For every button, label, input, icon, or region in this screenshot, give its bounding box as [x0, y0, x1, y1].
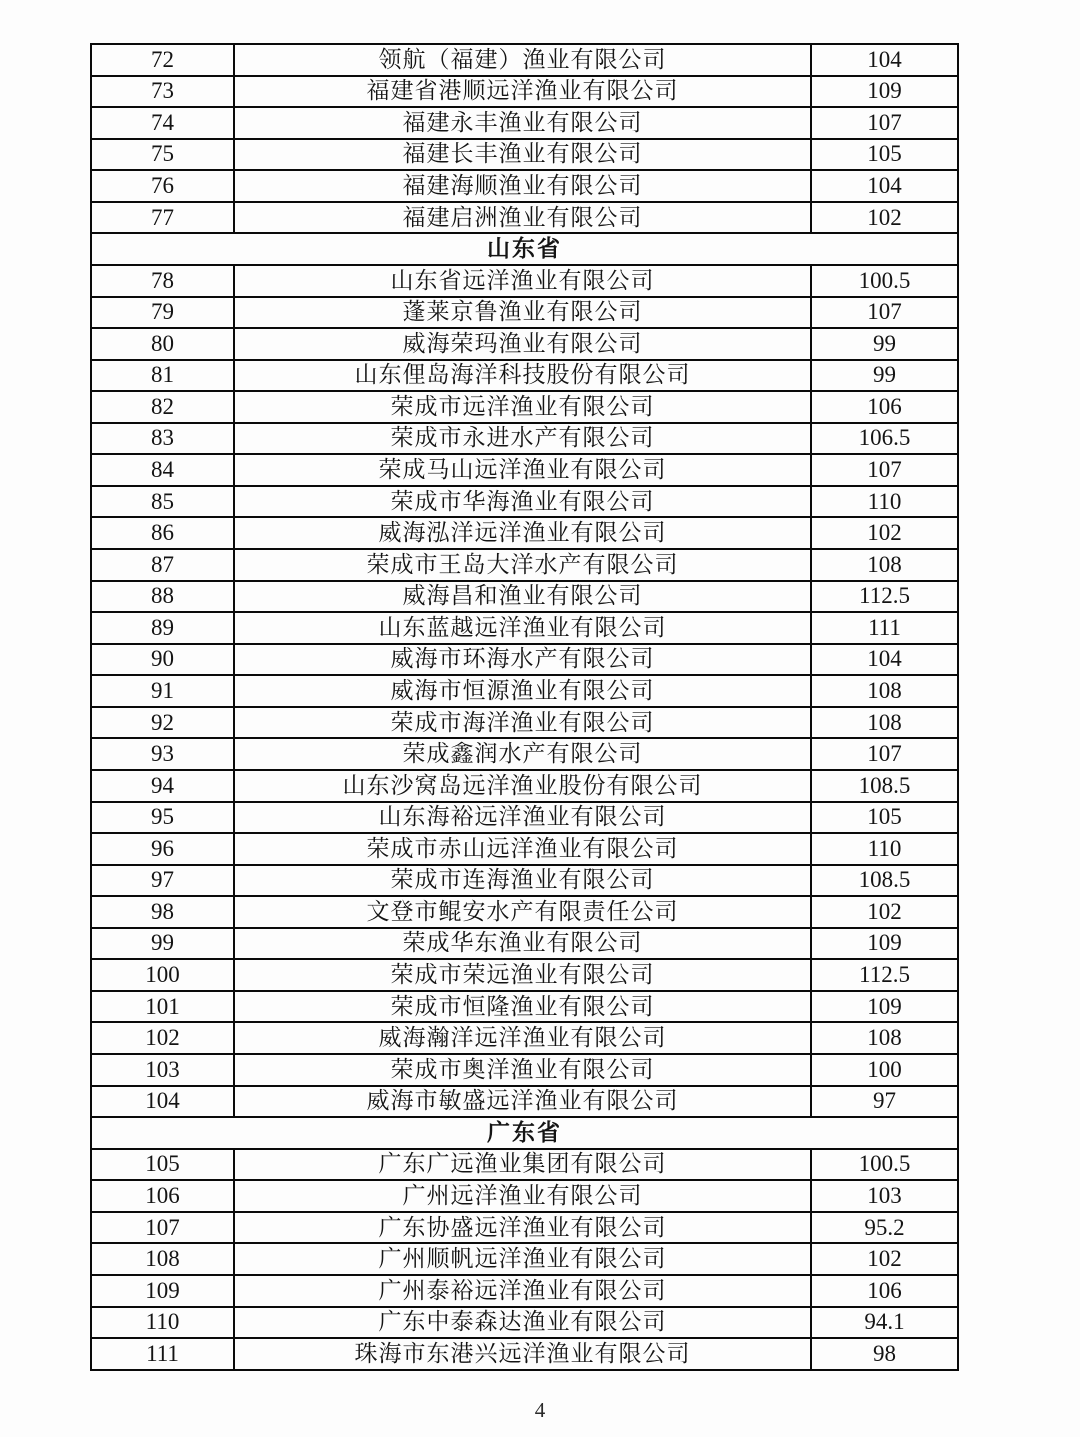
company-name: 珠海市东港兴远洋渔业有限公司 [234, 1338, 811, 1370]
company-name: 荣成市永进水产有限公司 [234, 423, 811, 455]
row-number: 91 [91, 675, 234, 707]
score-value: 100 [811, 1054, 958, 1086]
row-number: 104 [91, 1086, 234, 1118]
table-row [91, 517, 958, 549]
table-row [91, 170, 958, 202]
score-value: 106 [811, 1275, 958, 1307]
table-row [91, 959, 958, 991]
score-value: 109 [811, 991, 958, 1023]
score-value: 104 [811, 170, 958, 202]
company-name: 蓬莱京鲁渔业有限公司 [234, 297, 811, 329]
row-number: 102 [91, 1022, 234, 1054]
company-name: 威海市环海水产有限公司 [234, 644, 811, 676]
company-name: 威海昌和渔业有限公司 [234, 581, 811, 613]
row-number: 87 [91, 549, 234, 581]
score-value: 99 [811, 328, 958, 360]
province-header: 广东省 [91, 1117, 958, 1149]
table-row [91, 707, 958, 739]
table-row [91, 297, 958, 329]
table-row [91, 265, 958, 297]
row-number: 109 [91, 1275, 234, 1307]
row-number: 101 [91, 991, 234, 1023]
company-name: 广东中泰森达渔业有限公司 [234, 1307, 811, 1339]
score-value: 110 [811, 833, 958, 865]
company-name: 山东海裕远洋渔业有限公司 [234, 802, 811, 834]
score-value: 95.2 [811, 1212, 958, 1244]
table-row [91, 770, 958, 802]
score-value: 112.5 [811, 959, 958, 991]
score-value: 94.1 [811, 1307, 958, 1339]
table-row [91, 76, 958, 108]
row-number: 96 [91, 833, 234, 865]
score-value: 104 [811, 44, 958, 76]
score-value: 108.5 [811, 770, 958, 802]
score-value: 100.5 [811, 1149, 958, 1181]
row-number: 79 [91, 297, 234, 329]
rating-table-body [91, 44, 958, 1370]
row-number: 97 [91, 865, 234, 897]
table-row [91, 896, 958, 928]
company-name: 威海市敏盛远洋渔业有限公司 [234, 1086, 811, 1118]
score-value: 106 [811, 391, 958, 423]
row-number: 106 [91, 1180, 234, 1212]
row-number: 98 [91, 896, 234, 928]
table-row [91, 423, 958, 455]
row-number: 110 [91, 1307, 234, 1339]
company-name: 荣成市赤山远洋渔业有限公司 [234, 833, 811, 865]
score-value: 102 [811, 517, 958, 549]
table-row [91, 802, 958, 834]
score-value: 109 [811, 928, 958, 960]
company-name: 荣成市荣远渔业有限公司 [234, 959, 811, 991]
company-name: 威海泓洋远洋渔业有限公司 [234, 517, 811, 549]
company-name: 荣成市连海渔业有限公司 [234, 865, 811, 897]
table-row [91, 865, 958, 897]
score-value: 105 [811, 802, 958, 834]
score-value: 109 [811, 76, 958, 108]
score-value: 108 [811, 675, 958, 707]
row-number: 81 [91, 360, 234, 392]
row-number: 108 [91, 1243, 234, 1275]
row-number: 99 [91, 928, 234, 960]
table-row [91, 44, 958, 76]
company-name: 山东沙窝岛远洋渔业股份有限公司 [234, 770, 811, 802]
row-number: 107 [91, 1212, 234, 1244]
company-name: 福建启洲渔业有限公司 [234, 202, 811, 234]
table-row [91, 675, 958, 707]
company-name: 威海荣玛渔业有限公司 [234, 328, 811, 360]
table-row [91, 1054, 958, 1086]
row-number: 86 [91, 517, 234, 549]
company-name: 广东广远渔业集团有限公司 [234, 1149, 811, 1181]
row-number: 75 [91, 139, 234, 171]
company-name: 领航（福建）渔业有限公司 [234, 44, 811, 76]
score-value: 112.5 [811, 581, 958, 613]
table-row [91, 991, 958, 1023]
table-row [91, 139, 958, 171]
row-number: 83 [91, 423, 234, 455]
company-name: 文登市鲲安水产有限责任公司 [234, 896, 811, 928]
row-number: 95 [91, 802, 234, 834]
score-value: 107 [811, 738, 958, 770]
table-row [91, 360, 958, 392]
score-value: 108.5 [811, 865, 958, 897]
table-row [91, 486, 958, 518]
table-row [91, 107, 958, 139]
row-number: 72 [91, 44, 234, 76]
company-name: 荣成市华海渔业有限公司 [234, 486, 811, 518]
table-row [91, 1338, 958, 1370]
score-value: 102 [811, 202, 958, 234]
table-row [91, 391, 958, 423]
row-number: 89 [91, 612, 234, 644]
row-number: 103 [91, 1054, 234, 1086]
score-value: 104 [811, 644, 958, 676]
table-row [91, 328, 958, 360]
company-name: 福建省港顺远洋渔业有限公司 [234, 76, 811, 108]
row-number: 78 [91, 265, 234, 297]
company-name: 威海市恒源渔业有限公司 [234, 675, 811, 707]
table-row [91, 202, 958, 234]
table-row [91, 738, 958, 770]
page-number: 4 [534, 1398, 546, 1422]
company-name: 广州顺帆远洋渔业有限公司 [234, 1243, 811, 1275]
company-name: 山东省远洋渔业有限公司 [234, 265, 811, 297]
company-rating-table [90, 43, 959, 1371]
row-number: 73 [91, 76, 234, 108]
table-row [91, 1307, 958, 1339]
score-value: 103 [811, 1180, 958, 1212]
score-value: 105 [811, 139, 958, 171]
company-name: 福建永丰渔业有限公司 [234, 107, 811, 139]
row-number: 85 [91, 486, 234, 518]
table-row [91, 581, 958, 613]
province-header: 山东省 [91, 233, 958, 265]
company-name: 荣成市奥洋渔业有限公司 [234, 1054, 811, 1086]
company-name: 广州远洋渔业有限公司 [234, 1180, 811, 1212]
table-row [91, 1243, 958, 1275]
company-name: 福建海顺渔业有限公司 [234, 170, 811, 202]
row-number: 94 [91, 770, 234, 802]
score-value: 108 [811, 549, 958, 581]
table-row [91, 833, 958, 865]
company-name: 威海瀚洋远洋渔业有限公司 [234, 1022, 811, 1054]
score-value: 102 [811, 896, 958, 928]
score-value: 111 [811, 612, 958, 644]
table-row [91, 1212, 958, 1244]
row-number: 74 [91, 107, 234, 139]
score-value: 108 [811, 1022, 958, 1054]
table-row [91, 928, 958, 960]
table-row [91, 612, 958, 644]
table-row [91, 1086, 958, 1118]
company-name: 福建长丰渔业有限公司 [234, 139, 811, 171]
score-value: 110 [811, 486, 958, 518]
score-value: 102 [811, 1243, 958, 1275]
row-number: 88 [91, 581, 234, 613]
table-row [91, 454, 958, 486]
row-number: 111 [91, 1338, 234, 1370]
row-number: 82 [91, 391, 234, 423]
company-name: 广东协盛远洋渔业有限公司 [234, 1212, 811, 1244]
score-value: 107 [811, 297, 958, 329]
company-name: 荣成市远洋渔业有限公司 [234, 391, 811, 423]
province-section-row [91, 233, 958, 265]
score-value: 106.5 [811, 423, 958, 455]
row-number: 100 [91, 959, 234, 991]
company-name: 广州泰裕远洋渔业有限公司 [234, 1275, 811, 1307]
score-value: 99 [811, 360, 958, 392]
score-value: 100.5 [811, 265, 958, 297]
company-name: 荣成马山远洋渔业有限公司 [234, 454, 811, 486]
company-name: 山东蓝越远洋渔业有限公司 [234, 612, 811, 644]
score-value: 107 [811, 107, 958, 139]
score-value: 97 [811, 1086, 958, 1118]
score-value: 108 [811, 707, 958, 739]
table-row [91, 1180, 958, 1212]
table-row [91, 644, 958, 676]
company-name: 荣成市海洋渔业有限公司 [234, 707, 811, 739]
company-name: 荣成市王岛大洋水产有限公司 [234, 549, 811, 581]
company-name: 山东俚岛海洋科技股份有限公司 [234, 360, 811, 392]
company-name: 荣成华东渔业有限公司 [234, 928, 811, 960]
company-name: 荣成鑫润水产有限公司 [234, 738, 811, 770]
province-section-row [91, 1117, 958, 1149]
table-row [91, 1275, 958, 1307]
row-number: 80 [91, 328, 234, 360]
row-number: 90 [91, 644, 234, 676]
score-value: 107 [811, 454, 958, 486]
company-name: 荣成市恒隆渔业有限公司 [234, 991, 811, 1023]
row-number: 84 [91, 454, 234, 486]
row-number: 105 [91, 1149, 234, 1181]
table-row [91, 1022, 958, 1054]
table-row [91, 549, 958, 581]
score-value: 98 [811, 1338, 958, 1370]
row-number: 93 [91, 738, 234, 770]
row-number: 76 [91, 170, 234, 202]
row-number: 77 [91, 202, 234, 234]
table-row [91, 1149, 958, 1181]
row-number: 92 [91, 707, 234, 739]
